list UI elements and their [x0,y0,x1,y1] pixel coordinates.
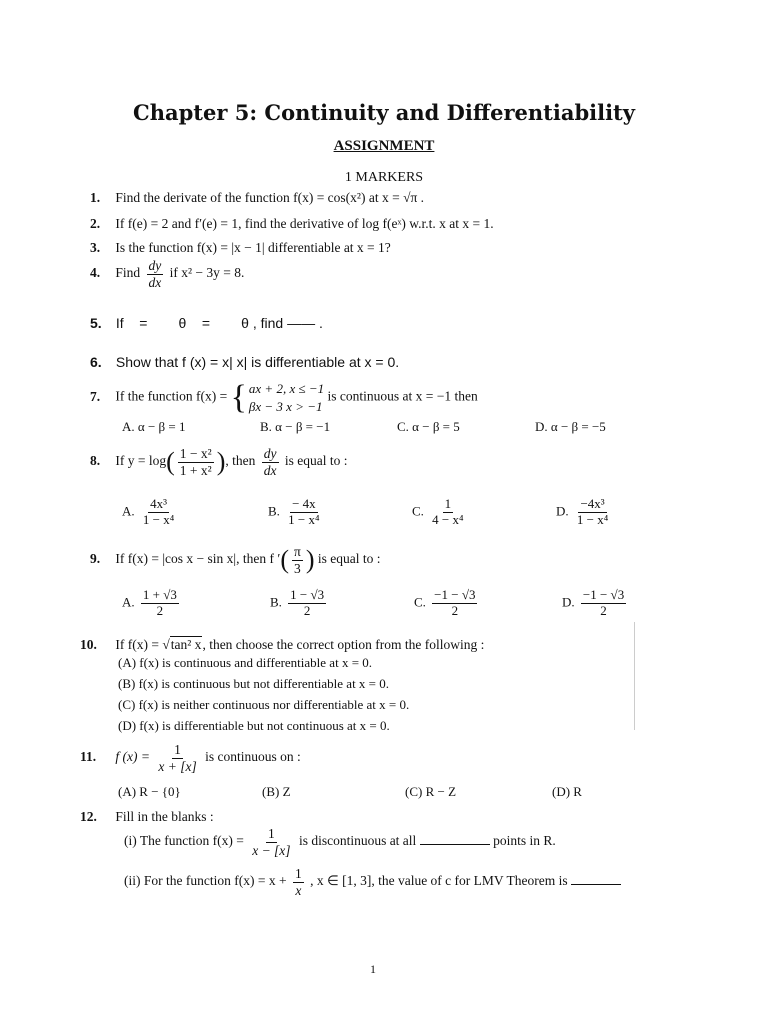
part-end: points in R. [493,833,556,849]
question-text: If = θ = θ , find —— . [115,315,323,331]
question-12 [80,809,214,825]
question-text: If f(e) = 2 and f′(e) = 1, find the derivative of log f(eˣ) w.r.t. x at x = 1. [115,216,494,231]
question-condition: is equal to : [284,453,348,469]
denominator: 2 [303,602,311,618]
option-label: D. [556,503,569,519]
question-text: If f(x) = [115,637,159,652]
question-condition: is continuous at x = −1 then [327,388,478,404]
numerator: dy [263,446,277,461]
q8-option-b [268,497,325,528]
numerator: 4x³ [150,496,168,511]
question-9 [90,544,380,576]
q10-option-a: (A) f(x) is continuous and differentiable at x = 0. [118,655,373,670]
margin-rule [634,622,635,730]
q11-option-c: (C) R − Z [405,784,457,799]
numerator: 1 [268,826,275,841]
q7-option-b: B. α − β = −1 [260,419,331,434]
question-text: If f(x) = |cos x − sin x|, then f ′ [115,551,281,567]
question-text-mid: , then [225,453,256,469]
question-text: Show that f (x) = x| x| is differentiable at x = 0. [115,354,400,370]
question-number: 1. [90,190,101,205]
numerator: 1 + √3 [142,587,177,602]
numerator: −1 − √3 [582,587,625,602]
question-number: 9. [90,551,101,567]
section-heading: 1 MARKERS [344,170,424,185]
q7-option-d: D. α − β = −5 [535,419,606,434]
left-paren: ( [166,447,175,477]
question-number: 3. [90,240,101,255]
q11-option-d: (D) R [552,784,582,799]
question-number: 11. [80,749,97,765]
page-number: 1 [370,962,376,976]
right-paren: ) [216,447,226,477]
question-condition: if x² − 3y = 8. [169,265,245,281]
piecewise-function [231,380,325,415]
q9-option-b [270,588,329,619]
denominator: 1 + x² [179,462,212,478]
q8-option-a [122,497,179,528]
log-argument-fraction [178,446,214,478]
case-2: βx − 3 x > −1 [248,398,323,414]
question-number: 5. [90,315,102,331]
option-label: B. [270,594,282,610]
question-7 [90,380,478,415]
q10-option-c: (C) f(x) is neither continuous nor differentiable at x = 0. [118,697,410,712]
assignment-heading: ASSIGNMENT [333,138,435,154]
right-paren: ) [305,545,315,575]
q9-option-a [122,588,182,619]
denominator: x + [x] [158,758,197,774]
q8-option-d [556,497,613,528]
option-label: C. [412,503,424,519]
question-text: f (x) = [115,749,150,765]
dy-dx-fraction [262,446,279,478]
q7-option-c: C. α − β = 5 [397,419,460,434]
numerator: π [293,544,301,559]
question-condition: is equal to : [317,551,381,567]
denominator: 1 − x⁴ [288,511,320,527]
q12-part-i [124,826,556,858]
numerator: 1 − x² [179,446,212,461]
part-text: (ii) For the function f(x) = x + [124,873,287,889]
question-text: If the function f(x) = [115,388,228,404]
denominator: 2 [600,602,607,618]
answer-blank [420,844,490,845]
question-number: 10. [80,637,97,652]
option-label: D. [562,594,575,610]
question-condition: is continuous on : [205,749,301,765]
question-2 [90,216,494,232]
answer-blank [571,884,621,885]
numerator: −1 − √3 [434,587,476,602]
option-label: B. [268,503,280,519]
numerator: 1 − √3 [290,587,325,602]
denominator: x − [x] [252,842,291,858]
case-1: ax + 2, x ≤ −1 [248,381,325,396]
left-paren: ( [280,545,289,575]
question-text: Find [115,265,141,281]
numerator: 1 [444,496,452,511]
question-text: Find the derivate of the function [115,190,290,205]
question-6 [90,354,399,370]
question-number: 4. [90,265,101,281]
denominator: 2 [451,602,459,618]
question-text: Is the function f(x) = |x − 1| differentiable at x = 1? [115,240,391,255]
numerator: 1 [294,866,302,881]
denominator: 3 [294,560,301,576]
q11-option-b: (B) Z [262,784,291,799]
numerator: 1 [174,742,181,757]
denominator: 1 − x⁴ [142,511,175,527]
question-number: 7. [90,388,101,404]
part-condition: is discontinuous at all [298,833,417,849]
question-8 [90,446,348,478]
numerator: dy [148,258,162,273]
q10-option-d: (D) f(x) is differentiable but not continuous at x = 0. [118,718,390,733]
function-fraction [250,826,292,858]
option-label: A. [122,503,135,519]
dy-dx-fraction [147,258,164,290]
question-text: Fill in the blanks : [115,809,214,824]
denominator: x [295,882,302,898]
sqrt-symbol: √ [162,637,170,652]
part-text: (i) The function f(x) = [124,833,244,849]
q9-option-c [414,588,480,619]
denominator: dx [263,462,277,478]
argument-fraction [292,544,303,576]
question-number: 2. [90,216,101,231]
denominator: 2 [156,602,164,618]
q9-option-d [562,588,629,619]
question-number: 6. [90,354,102,370]
option-label: C. [414,594,426,610]
radicand: tan² x [170,637,202,652]
denominator: 4 − x⁴ [432,511,464,527]
left-brace: { [230,378,247,416]
q12-part-ii [124,866,621,898]
numerator: − 4x [292,496,316,511]
question-10 [80,637,484,653]
function-fraction [156,742,198,774]
question-number: 8. [90,453,101,469]
question-5 [90,315,323,331]
q7-option-a: A. α − β = 1 [122,419,186,434]
q10-option-b: (B) f(x) is continuous but not differentiable at x = 0. [118,676,390,691]
part-condition: , x ∈ [1, 3], the value of c for LMV Theorem is [310,873,568,889]
denominator: dx [148,274,162,290]
question-4 [90,258,244,290]
reciprocal-fraction [293,866,304,898]
q8-option-c [412,497,469,528]
question-11 [80,742,301,774]
option-label: A. [122,594,135,610]
question-condition: , then choose the correct option from the following : [202,637,485,652]
question-text: If y = log [115,453,167,469]
numerator: −4x³ [580,496,605,511]
question-1 [90,190,424,206]
question-number: 12. [80,809,97,824]
denominator: 1 − x⁴ [576,511,609,527]
q11-option-a: (A) R − {0} [118,784,181,799]
page-title: Chapter 5: Continuity and Differentiability [133,100,635,125]
question-formula: f(x) = cos(x²) at x = √π . [293,190,425,205]
question-3 [90,240,391,256]
